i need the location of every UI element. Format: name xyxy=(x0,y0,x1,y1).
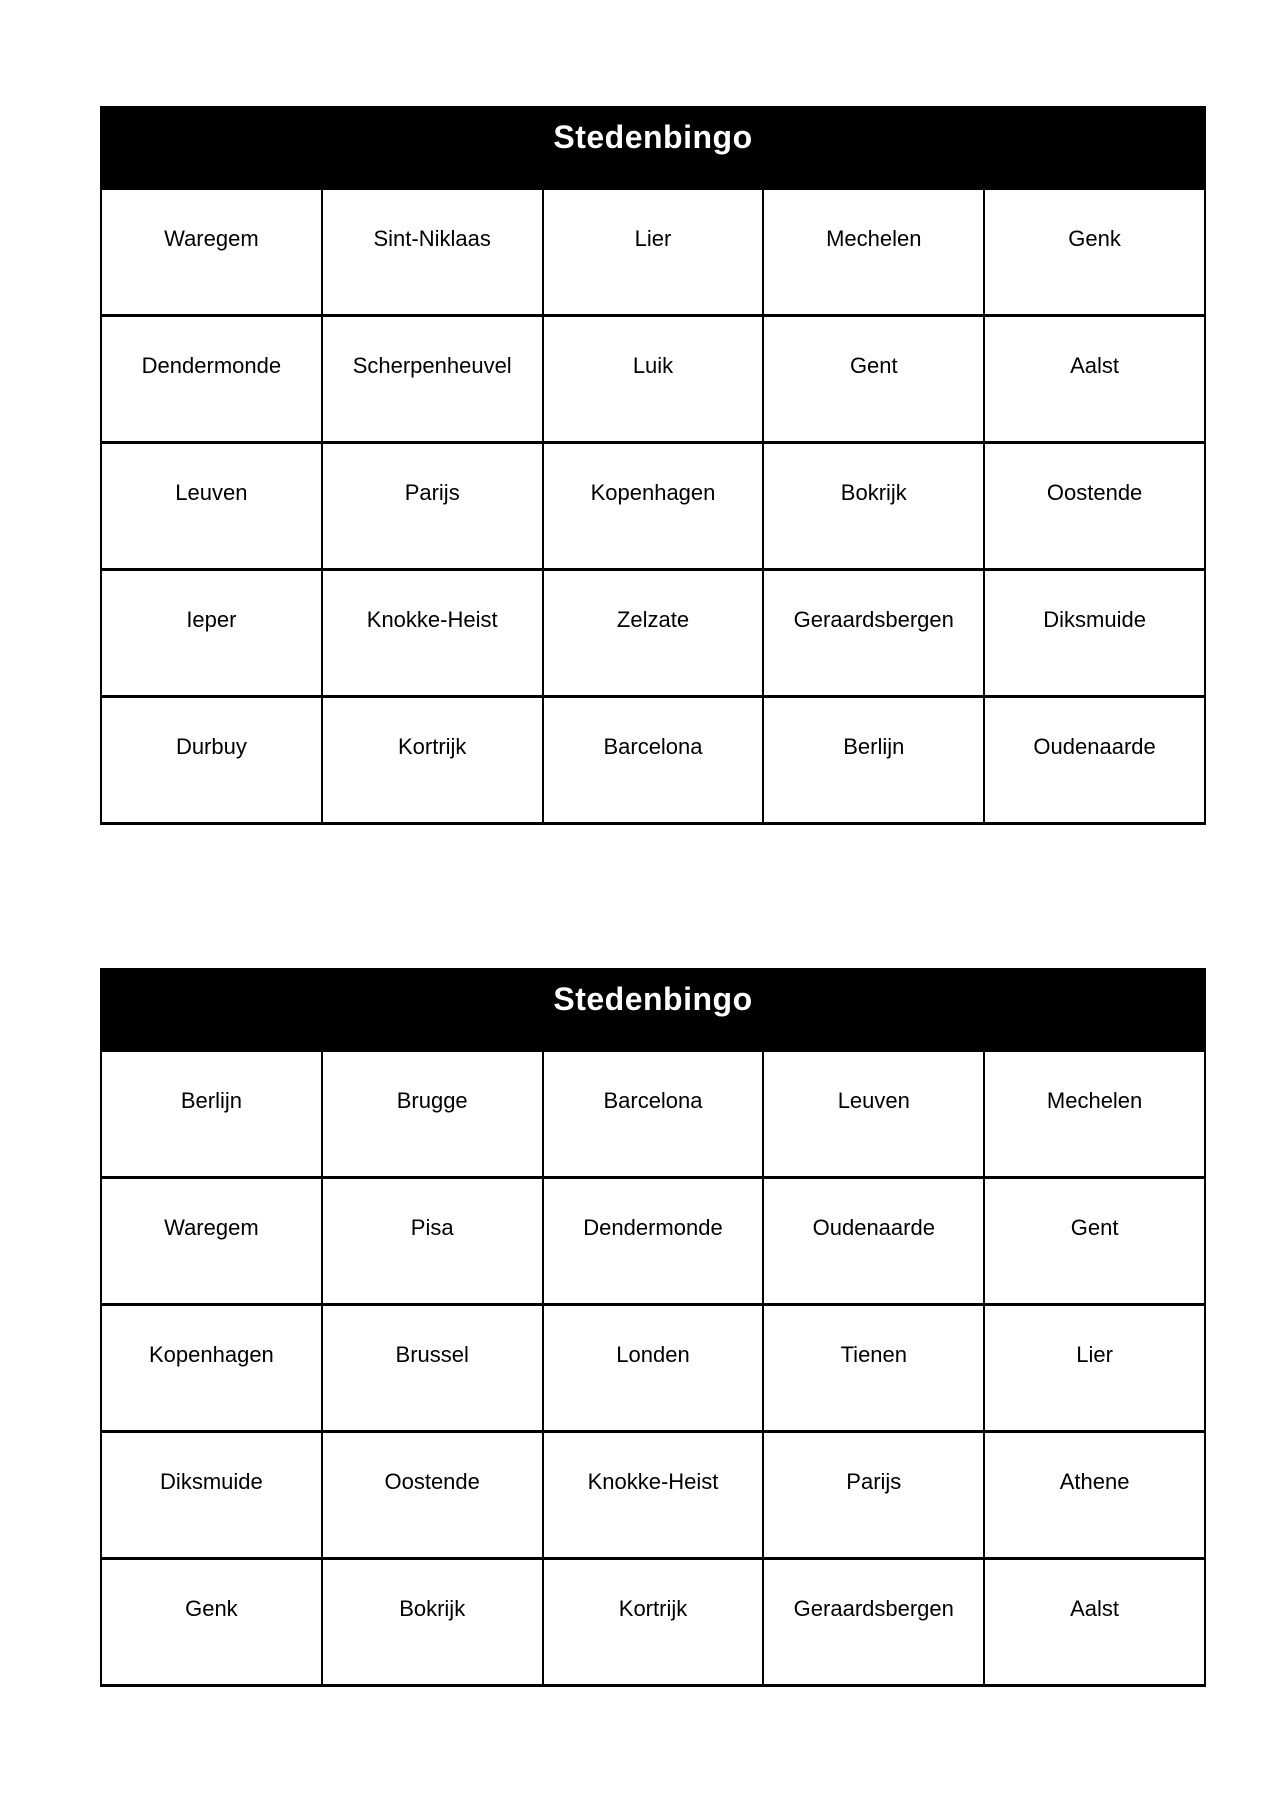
bingo-cell: Athene xyxy=(985,1433,1204,1557)
bingo-cell: Oudenaarde xyxy=(985,698,1204,822)
bingo-cell: Barcelona xyxy=(544,1052,763,1176)
bingo-cell: Londen xyxy=(544,1306,763,1430)
bingo-cell: Parijs xyxy=(764,1433,983,1557)
card-grid xyxy=(100,190,1206,825)
bingo-cell: Bokrijk xyxy=(323,1560,542,1684)
bingo-cell: Diksmuide xyxy=(102,1433,321,1557)
bingo-cell: Leuven xyxy=(764,1052,983,1176)
bingo-card-2 xyxy=(100,968,1206,1687)
bingo-cell: Leuven xyxy=(102,444,321,568)
bingo-cell: Diksmuide xyxy=(985,571,1204,695)
bingo-cell: Berlijn xyxy=(764,698,983,822)
bingo-cell: Dendermonde xyxy=(544,1179,763,1303)
bingo-cell: Gent xyxy=(985,1179,1204,1303)
bingo-cell: Oudenaarde xyxy=(764,1179,983,1303)
bingo-cell: Knokke-Heist xyxy=(544,1433,763,1557)
bingo-cell: Aalst xyxy=(985,1560,1204,1684)
card-title: Stedenbingo xyxy=(100,106,1206,190)
bingo-cell: Ieper xyxy=(102,571,321,695)
bingo-cell: Kortrijk xyxy=(544,1560,763,1684)
bingo-cell: Zelzate xyxy=(544,571,763,695)
bingo-cell: Sint-Niklaas xyxy=(323,190,542,314)
bingo-cell: Oostende xyxy=(323,1433,542,1557)
bingo-cell: Genk xyxy=(102,1560,321,1684)
bingo-cell: Kopenhagen xyxy=(544,444,763,568)
bingo-cell: Lier xyxy=(544,190,763,314)
bingo-cell: Geraardsbergen xyxy=(764,1560,983,1684)
bingo-cell: Genk xyxy=(985,190,1204,314)
bingo-cell: Kopenhagen xyxy=(102,1306,321,1430)
bingo-cell: Parijs xyxy=(323,444,542,568)
bingo-cell: Gent xyxy=(764,317,983,441)
bingo-cell: Waregem xyxy=(102,1179,321,1303)
card-grid xyxy=(100,1052,1206,1687)
bingo-cell: Bokrijk xyxy=(764,444,983,568)
bingo-card-1 xyxy=(100,106,1206,825)
bingo-cell: Mechelen xyxy=(985,1052,1204,1176)
card-title: Stedenbingo xyxy=(100,968,1206,1052)
bingo-cell: Brugge xyxy=(323,1052,542,1176)
bingo-cell: Luik xyxy=(544,317,763,441)
bingo-cell: Kortrijk xyxy=(323,698,542,822)
bingo-cell: Barcelona xyxy=(544,698,763,822)
bingo-cell: Oostende xyxy=(985,444,1204,568)
bingo-cell: Knokke-Heist xyxy=(323,571,542,695)
bingo-cell: Berlijn xyxy=(102,1052,321,1176)
bingo-cell: Geraardsbergen xyxy=(764,571,983,695)
bingo-cell: Scherpenheuvel xyxy=(323,317,542,441)
bingo-cell: Brussel xyxy=(323,1306,542,1430)
bingo-cell: Tienen xyxy=(764,1306,983,1430)
bingo-cell: Aalst xyxy=(985,317,1204,441)
bingo-cell: Pisa xyxy=(323,1179,542,1303)
bingo-cell: Mechelen xyxy=(764,190,983,314)
bingo-cell: Waregem xyxy=(102,190,321,314)
bingo-cell: Durbuy xyxy=(102,698,321,822)
bingo-cell: Lier xyxy=(985,1306,1204,1430)
bingo-cell: Dendermonde xyxy=(102,317,321,441)
